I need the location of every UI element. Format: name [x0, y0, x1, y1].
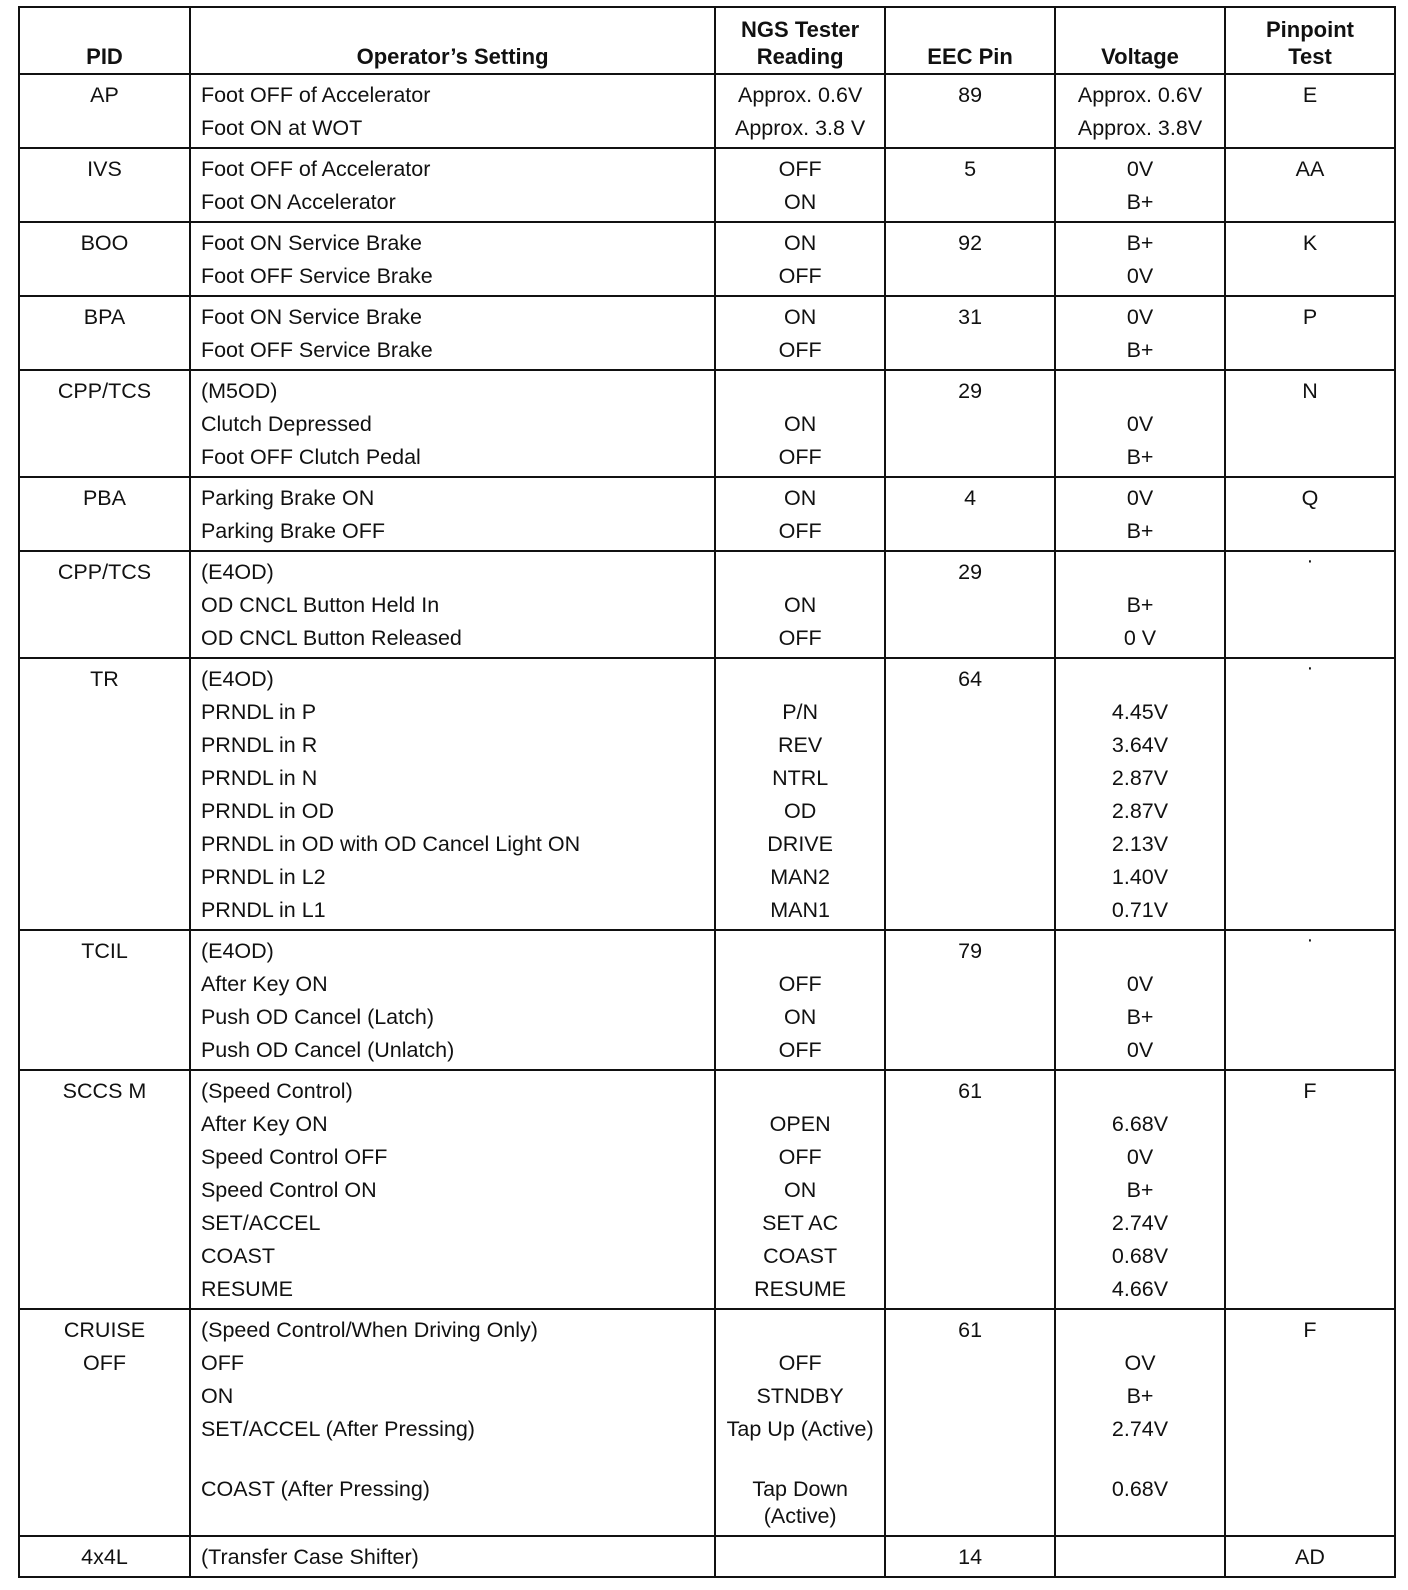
- setting-line: Foot ON Service Brake: [200, 231, 423, 255]
- pinpoint-test-cell: [1225, 1536, 1395, 1577]
- operators-setting-cell: [190, 1536, 715, 1577]
- pid-cell: [19, 370, 190, 477]
- voltage-cell: [1055, 1309, 1225, 1536]
- reading-line: STNDBY: [756, 1384, 844, 1408]
- setting-line: Foot ON at WOT: [200, 116, 363, 140]
- pid-label: IVS: [87, 157, 122, 181]
- voltage-line: [1056, 556, 1224, 589]
- pinpoint-test-value: AD: [1295, 1545, 1325, 1569]
- voltage-line: 2.13V: [1111, 832, 1169, 856]
- operators-setting-cell: [190, 74, 715, 148]
- setting-line: PRNDL in OD: [200, 799, 334, 823]
- setting-line: PRNDL in R: [200, 733, 318, 757]
- voltage-line: 0V: [1126, 264, 1154, 288]
- voltage-line: 0V: [1126, 412, 1154, 436]
- header-row: [19, 7, 1395, 74]
- reading-line: OFF: [778, 1145, 822, 1169]
- table-row: [19, 658, 1395, 930]
- pinpoint-test-cell: [1225, 658, 1395, 930]
- voltage-line: 0.68V: [1111, 1477, 1169, 1501]
- pid-cell: [19, 1536, 190, 1577]
- pid-cell: [19, 222, 190, 296]
- setting-line: COAST (After Pressing): [200, 1477, 430, 1501]
- reading-line: [716, 1541, 884, 1574]
- reading-line: OFF: [778, 264, 822, 288]
- pinpoint-test-value: P: [1302, 305, 1318, 329]
- tester-reading-cell: [715, 296, 885, 370]
- setting-line: (Transfer Case Shifter): [200, 1545, 419, 1569]
- pinpoint-test-cell: [1225, 930, 1395, 1070]
- pinpoint-test-value: AA: [1295, 157, 1325, 181]
- voltage-cell: [1055, 930, 1225, 1070]
- pinpoint-test-cell: [1225, 222, 1395, 296]
- table-body: [19, 74, 1395, 1577]
- reading-line: [716, 663, 884, 696]
- pid-label: AP: [90, 83, 119, 107]
- reading-line: OD: [784, 799, 817, 823]
- table-row: [19, 1070, 1395, 1309]
- eec-pin-cell: [885, 222, 1055, 296]
- setting-line: COAST: [200, 1244, 276, 1268]
- voltage-cell: [1055, 551, 1225, 658]
- setting-line: OD CNCL Button Released: [200, 626, 462, 650]
- reading-line: OFF: [778, 338, 822, 362]
- pid-label: CRUISE: [63, 1318, 146, 1342]
- reading-line: Approx. 0.6V: [737, 83, 863, 107]
- voltage-line: 6.68V: [1111, 1112, 1169, 1136]
- eec-pin-cell: [885, 1070, 1055, 1309]
- reading-line: OFF: [778, 445, 822, 469]
- reading-line: Approx. 3.8 V: [735, 116, 866, 140]
- setting-line: Foot OFF Clutch Pedal: [200, 445, 421, 469]
- pid-label: SCCS M: [62, 1079, 147, 1103]
- setting-line: (E4OD): [200, 667, 274, 691]
- voltage-cell: [1055, 477, 1225, 551]
- tester-reading-cell: [715, 222, 885, 296]
- eec-pin-value: 61: [958, 1318, 983, 1342]
- setting-line: PRNDL in OD with OD Cancel Light ON: [200, 832, 581, 856]
- reading-line: ON: [784, 190, 817, 214]
- voltage-line: B+: [1126, 231, 1154, 255]
- reading-line: [716, 1314, 884, 1347]
- operators-setting-cell: [190, 1070, 715, 1309]
- voltage-line: 0V: [1126, 972, 1154, 996]
- operators-setting-cell: [190, 296, 715, 370]
- pinpoint-test-value: F: [1303, 1318, 1317, 1342]
- pid-label: 4x4L: [81, 1545, 128, 1569]
- voltage-line: B+: [1126, 190, 1154, 214]
- pinpoint-test-value: E: [1302, 83, 1318, 107]
- voltage-line: B+: [1126, 445, 1154, 469]
- table-row: [19, 148, 1395, 222]
- voltage-line: 0V: [1126, 1145, 1154, 1169]
- voltage-line: 2.87V: [1111, 799, 1169, 823]
- voltage-line: Approx. 0.6V: [1077, 83, 1203, 107]
- eec-pin-value: 29: [958, 560, 983, 584]
- voltage-line: 0V: [1126, 486, 1154, 510]
- eec-pin-cell: [885, 296, 1055, 370]
- reading-line: OFF: [778, 1351, 822, 1375]
- voltage-line: B+: [1126, 338, 1154, 362]
- reading-line: OFF: [778, 626, 822, 650]
- reading-line: OFF: [778, 157, 822, 181]
- voltage-line: Approx. 3.8V: [1077, 116, 1203, 140]
- eec-pin-value: 79: [958, 939, 983, 963]
- voltage-line: [1056, 375, 1224, 408]
- header-eec-pin: EEC Pin: [885, 7, 1055, 74]
- operators-setting-cell: [190, 1309, 715, 1536]
- eec-pin-cell: [885, 1536, 1055, 1577]
- voltage-cell: [1055, 370, 1225, 477]
- eec-pin-cell: [885, 477, 1055, 551]
- pid-cell: [19, 1309, 190, 1536]
- operators-setting-cell: [190, 477, 715, 551]
- voltage-line: 3.64V: [1111, 733, 1169, 757]
- pid-label: TR: [90, 667, 119, 691]
- setting-line: After Key ON: [200, 1112, 328, 1136]
- table-row: [19, 74, 1395, 148]
- operators-setting-cell: [190, 930, 715, 1070]
- setting-line: Parking Brake ON: [200, 486, 375, 510]
- voltage-line: 0.71V: [1111, 898, 1169, 922]
- tester-reading-cell: [715, 370, 885, 477]
- tester-reading-cell: [715, 551, 885, 658]
- reading-line: SET AC: [762, 1211, 839, 1235]
- reading-line: P/N: [782, 700, 819, 724]
- reading-line: MAN1: [770, 898, 830, 922]
- pid-reference-table: [18, 6, 1396, 1578]
- table-row: [19, 222, 1395, 296]
- reading-line: [716, 556, 884, 589]
- operators-setting-cell: [190, 222, 715, 296]
- voltage-line: OV: [1124, 1351, 1156, 1375]
- reading-line: COAST: [763, 1244, 838, 1268]
- tester-reading-cell: [715, 148, 885, 222]
- voltage-cell: [1055, 1070, 1225, 1309]
- operators-setting-cell: [190, 551, 715, 658]
- tester-reading-cell: [715, 1536, 885, 1577]
- pid-label: BPA: [83, 305, 126, 329]
- voltage-line: [1056, 1314, 1224, 1347]
- setting-line: PRNDL in L1: [200, 898, 326, 922]
- reading-line: ON: [784, 305, 817, 329]
- tester-reading-cell: [715, 477, 885, 551]
- table-row: [19, 1536, 1395, 1577]
- pinpoint-test-cell: [1225, 551, 1395, 658]
- setting-line: SET/ACCEL: [200, 1211, 321, 1235]
- setting-line: Foot OFF Service Brake: [200, 264, 433, 288]
- voltage-line: 4.66V: [1111, 1277, 1169, 1301]
- pinpoint-test-cell: [1225, 1070, 1395, 1309]
- eec-pin-cell: [885, 74, 1055, 148]
- eec-pin-cell: [885, 1309, 1055, 1536]
- tester-reading-cell: [715, 1070, 885, 1309]
- pid-cell: [19, 551, 190, 658]
- voltage-line: B+: [1126, 1005, 1154, 1029]
- voltage-line: 1.40V: [1111, 865, 1169, 889]
- pid-cell: [19, 148, 190, 222]
- eec-pin-value: 29: [958, 379, 983, 403]
- pinpoint-test-value: Q: [1301, 486, 1319, 510]
- reading-line: Tap Down (Active): [752, 1477, 848, 1528]
- voltage-line: 2.74V: [1111, 1211, 1169, 1235]
- pinpoint-test-cell: [1225, 1309, 1395, 1536]
- eec-pin-value: 31: [958, 305, 983, 329]
- table-row: [19, 296, 1395, 370]
- pid-cell: [19, 296, 190, 370]
- voltage-cell: [1055, 1536, 1225, 1577]
- tester-reading-cell: [715, 930, 885, 1070]
- header-ngs-tester-reading: NGS Tester Reading: [715, 7, 885, 74]
- pid-label: OFF: [82, 1351, 126, 1375]
- setting-line: (E4OD): [200, 560, 274, 584]
- setting-line: Foot ON Accelerator: [200, 190, 396, 214]
- reading-line: [716, 1075, 884, 1108]
- pinpoint-test-cell: [1225, 296, 1395, 370]
- setting-line: Speed Control OFF: [200, 1145, 388, 1169]
- pid-label: BOO: [80, 231, 129, 255]
- setting-line: After Key ON: [200, 972, 328, 996]
- pinpoint-test-value: K: [1302, 231, 1318, 255]
- setting-line: SET/ACCEL (After Pressing): [200, 1417, 475, 1441]
- pid-label: CPP/TCS: [57, 379, 152, 403]
- pid-cell: [19, 74, 190, 148]
- voltage-line: 0V: [1126, 305, 1154, 329]
- pid-cell: [19, 930, 190, 1070]
- pinpoint-test-value: ·: [1306, 556, 1314, 572]
- tester-reading-cell: [715, 1309, 885, 1536]
- reading-line: OPEN: [769, 1112, 831, 1136]
- setting-line: ON: [200, 1384, 234, 1408]
- setting-line: Speed Control ON: [200, 1178, 377, 1202]
- reading-line: OFF: [778, 972, 822, 996]
- tester-reading-cell: [715, 658, 885, 930]
- voltage-line: [1056, 935, 1224, 968]
- voltage-line: 0V: [1126, 157, 1154, 181]
- voltage-cell: [1055, 74, 1225, 148]
- setting-line: PRNDL in N: [200, 766, 318, 790]
- voltage-line: 4.45V: [1111, 700, 1169, 724]
- pinpoint-test-cell: [1225, 370, 1395, 477]
- pinpoint-test-cell: [1225, 477, 1395, 551]
- reading-line: ON: [784, 593, 817, 617]
- voltage-cell: [1055, 222, 1225, 296]
- reading-line: ON: [784, 1178, 817, 1202]
- setting-line: (Speed Control): [200, 1079, 353, 1103]
- setting-line: (M5OD): [200, 379, 278, 403]
- voltage-cell: [1055, 148, 1225, 222]
- voltage-line: [1056, 1075, 1224, 1108]
- tester-reading-cell: [715, 74, 885, 148]
- operators-setting-cell: [190, 148, 715, 222]
- setting-line: Push OD Cancel (Latch): [200, 1005, 434, 1029]
- setting-line: Foot OFF Service Brake: [200, 338, 433, 362]
- pid-cell: [19, 477, 190, 551]
- reading-line: [716, 375, 884, 408]
- pid-cell: [19, 658, 190, 930]
- pinpoint-test-value: F: [1303, 1079, 1317, 1103]
- voltage-line: 2.74V: [1111, 1417, 1169, 1441]
- setting-line: Parking Brake OFF: [200, 519, 385, 543]
- reading-line: ON: [784, 412, 817, 436]
- voltage-line: 2.87V: [1111, 766, 1169, 790]
- voltage-cell: [1055, 658, 1225, 930]
- reading-line: REV: [778, 733, 823, 757]
- eec-pin-cell: [885, 658, 1055, 930]
- pid-cell: [19, 1070, 190, 1309]
- header-voltage: Voltage: [1055, 7, 1225, 74]
- voltage-line: B+: [1126, 519, 1154, 543]
- pinpoint-test-value: ·: [1306, 935, 1314, 951]
- voltage-line: B+: [1126, 593, 1154, 617]
- setting-line: (Speed Control/When Driving Only): [200, 1318, 538, 1342]
- pid-label: CPP/TCS: [57, 560, 152, 584]
- reading-line: DRIVE: [767, 832, 833, 856]
- pinpoint-test-value: N: [1302, 379, 1318, 403]
- table-row: [19, 551, 1395, 658]
- setting-line: OFF: [200, 1351, 244, 1375]
- eec-pin-value: 64: [958, 667, 983, 691]
- eec-pin-cell: [885, 370, 1055, 477]
- setting-line: Foot ON Service Brake: [200, 305, 423, 329]
- setting-line: PRNDL in L2: [200, 865, 326, 889]
- reading-line: RESUME: [754, 1277, 847, 1301]
- voltage-line: [1056, 1541, 1224, 1574]
- voltage-line: [1056, 663, 1224, 696]
- voltage-line: 0.68V: [1111, 1244, 1169, 1268]
- setting-line: Clutch Depressed: [200, 412, 372, 436]
- header-operators-setting: Operator’s Setting: [190, 7, 715, 74]
- header-pinpoint-test: Pinpoint Test: [1225, 7, 1395, 74]
- setting-line: RESUME: [200, 1277, 293, 1301]
- eec-pin-cell: [885, 551, 1055, 658]
- pid-label: PBA: [82, 486, 126, 510]
- setting-line: Foot OFF of Accelerator: [200, 83, 431, 107]
- operators-setting-cell: [190, 658, 715, 930]
- pinpoint-test-value: ·: [1306, 663, 1314, 679]
- pinpoint-test-cell: [1225, 148, 1395, 222]
- reading-line: MAN2: [770, 865, 830, 889]
- voltage-line: B+: [1126, 1384, 1154, 1408]
- voltage-line: 0 V: [1123, 626, 1157, 650]
- header-pid: PID: [19, 7, 190, 74]
- eec-pin-value: 61: [958, 1079, 983, 1103]
- setting-line: PRNDL in P: [200, 700, 317, 724]
- reading-line: OFF: [778, 1038, 822, 1062]
- table-row: [19, 930, 1395, 1070]
- operators-setting-cell: [190, 370, 715, 477]
- eec-pin-cell: [885, 930, 1055, 1070]
- reading-line: ON: [784, 486, 817, 510]
- eec-pin-cell: [885, 148, 1055, 222]
- eec-pin-value: 92: [958, 231, 983, 255]
- reading-line: Tap Up (Active): [726, 1417, 874, 1441]
- setting-line: Push OD Cancel (Unlatch): [200, 1038, 455, 1062]
- voltage-cell: [1055, 296, 1225, 370]
- reading-line: OFF: [778, 519, 822, 543]
- reading-line: NTRL: [772, 766, 829, 790]
- reading-line: ON: [784, 1005, 817, 1029]
- eec-pin-value: 4: [964, 486, 977, 510]
- table-row: [19, 370, 1395, 477]
- setting-line: OD CNCL Button Held In: [200, 593, 440, 617]
- reading-line: ON: [784, 231, 817, 255]
- pinpoint-test-cell: [1225, 74, 1395, 148]
- table-row: [19, 1309, 1395, 1536]
- table-row: [19, 477, 1395, 551]
- eec-pin-value: 14: [958, 1545, 983, 1569]
- setting-line: (E4OD): [200, 939, 274, 963]
- reading-line: [716, 935, 884, 968]
- pid-label: TCIL: [81, 939, 128, 963]
- voltage-line: 0V: [1126, 1038, 1154, 1062]
- eec-pin-value: 89: [958, 83, 983, 107]
- voltage-line: B+: [1126, 1178, 1154, 1202]
- setting-line: Foot OFF of Accelerator: [200, 157, 431, 181]
- eec-pin-value: 5: [964, 157, 977, 181]
